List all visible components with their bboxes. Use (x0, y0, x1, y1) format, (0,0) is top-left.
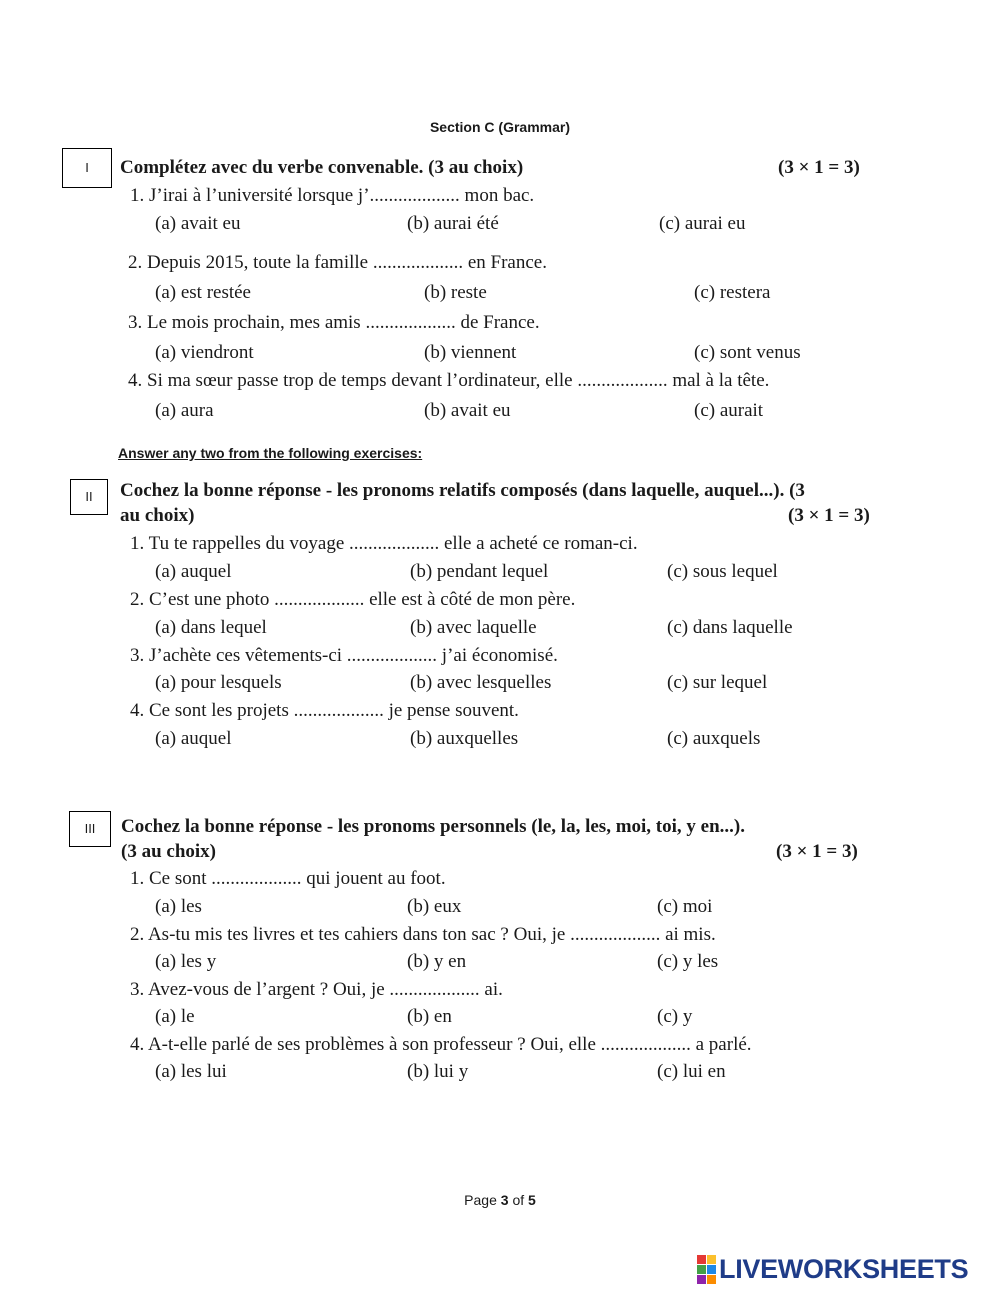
page-number (0, 1192, 1000, 1208)
exercise-3-q1-option-a[interactable]: (a) les (155, 896, 202, 917)
exercise-2-q4-option-b[interactable]: (b) auxquelles (410, 728, 519, 749)
exercise-3-q1-option-c[interactable]: (c) moi (657, 896, 713, 917)
exercise-1-question-4: 4. Si ma sœur passe trop de temps devant l’ordinateur, elle ................... mal à la tête. (128, 370, 770, 391)
logo-block (707, 1265, 716, 1274)
exercise-3-marks: (3 × 1 = 3) (776, 841, 858, 862)
exercise-3-question-2: 2. As-tu mis tes livres et tes cahiers dans ton sac ? Oui, je ................... ai mis. (130, 924, 716, 945)
exercise-3-q2-option-c[interactable]: (c) y les (657, 951, 719, 972)
exercise-3-heading-line2: (3 au choix) (121, 841, 216, 862)
exercise-2-q2-option-a[interactable]: (a) dans lequel (155, 617, 267, 638)
exercise-1-question-3: 3. Le mois prochain, mes amis ................... de France. (128, 312, 540, 333)
exercise-2-q1-option-c[interactable]: (c) sous lequel (667, 561, 778, 582)
exercise-1-q2-option-b[interactable]: (b) reste (424, 282, 487, 303)
exercise-3-q2-option-b[interactable]: (b) y en (407, 951, 467, 972)
logo-block (697, 1265, 706, 1274)
exercise-2-question-4: 4. Ce sont les projets ................... je pense souvent. (130, 700, 519, 721)
exercise-1-number: I (62, 148, 112, 188)
exercise-1-q4-option-c[interactable]: (c) aurait (694, 400, 764, 421)
exercise-2-q1-option-a[interactable]: (a) auquel (155, 561, 232, 582)
exercise-1-q2-option-a[interactable]: (a) est restée (155, 282, 251, 303)
exercise-2-q2-option-b[interactable]: (b) avec laquelle (410, 617, 537, 638)
logo-block (707, 1255, 716, 1264)
exercise-2-question-1: 1. Tu te rappelles du voyage ................... elle a acheté ce roman-ci. (130, 533, 638, 554)
page-prefix: Page (464, 1192, 501, 1208)
exercise-2-q4-option-a[interactable]: (a) auquel (155, 728, 232, 749)
section-title: Section C (Grammar) (429, 119, 571, 135)
exercise-3-q4-option-c[interactable]: (c) lui en (657, 1061, 726, 1082)
exercise-2-q4-option-c[interactable]: (c) auxquels (667, 728, 761, 749)
logo-icon (697, 1255, 716, 1284)
exercise-2-q3-option-a[interactable]: (a) pour lesquels (155, 672, 282, 693)
exercise-3-q4-option-a[interactable]: (a) les lui (155, 1061, 227, 1082)
exercise-2-q2-option-c[interactable]: (c) dans laquelle (667, 617, 793, 638)
exercise-3-number: III (69, 811, 111, 847)
exercise-3-q1-option-b[interactable]: (b) eux (407, 896, 462, 917)
exercise-1-q1-option-a[interactable]: (a) avait eu (155, 213, 241, 234)
exercise-3-q3-option-b[interactable]: (b) en (407, 1006, 452, 1027)
exercise-2-heading-line1: Cochez la bonne réponse - les pronoms relatifs composés (dans laquelle, auquel...). (3 (120, 480, 805, 501)
exercise-2-q1-option-b[interactable]: (b) pendant lequel (410, 561, 549, 582)
exercise-1-q1-option-b[interactable]: (b) aurai été (407, 213, 499, 234)
exercise-1-question-2: 2. Depuis 2015, toute la famille ................... en France. (128, 252, 547, 273)
logo-block (697, 1275, 706, 1284)
exercise-1-marks: (3 × 1 = 3) (778, 157, 860, 178)
exercise-1-question-1: 1. J’irai à l’université lorsque j’................... mon bac. (130, 185, 535, 206)
exercise-1-q4-option-b[interactable]: (b) avait eu (424, 400, 511, 421)
exercise-2-q3-option-c[interactable]: (c) sur lequel (667, 672, 768, 693)
logo-text: LIVEWORKSHEETS (719, 1253, 969, 1284)
exercise-3-question-3: 3. Avez-vous de l’argent ? Oui, je ................... ai. (130, 979, 503, 1000)
page-current: 3 (500, 1192, 509, 1208)
exercise-1-q2-option-c[interactable]: (c) restera (694, 282, 771, 303)
exercise-1-q1-option-c[interactable]: (c) aurai eu (659, 213, 746, 234)
exercise-3-question-1: 1. Ce sont ................... qui jouent au foot. (130, 868, 446, 889)
page-total: 5 (528, 1192, 536, 1208)
exercise-1-q4-option-a[interactable]: (a) aura (155, 400, 214, 421)
exercise-2-question-3: 3. J’achète ces vêtements-ci ................... j’ai économisé. (130, 645, 558, 666)
logo-block (707, 1275, 716, 1284)
exercise-3-q2-option-a[interactable]: (a) les y (155, 951, 217, 972)
exercise-2-q3-option-b[interactable]: (b) avec lesquelles (410, 672, 552, 693)
exercise-1-q3-option-b[interactable]: (b) viennent (424, 342, 517, 363)
exercise-3-q3-option-c[interactable]: (c) y (657, 1006, 693, 1027)
exercise-3-heading-line1: Cochez la bonne réponse - les pronoms personnels (le, la, les, moi, toi, y en...). (121, 816, 745, 837)
exercise-1-q3-option-c[interactable]: (c) sont venus (694, 342, 801, 363)
logo-block (697, 1255, 706, 1264)
exercise-1-q3-option-a[interactable]: (a) viendront (155, 342, 254, 363)
exercise-2-marks: (3 × 1 = 3) (788, 505, 870, 526)
exercise-1-heading: Complétez avec du verbe convenable. (3 au choix) (120, 157, 524, 178)
exercise-2-question-2: 2. C’est une photo ................... elle est à côté de mon père. (130, 589, 576, 610)
exercise-2-heading-line2: au choix) (120, 505, 195, 526)
exercise-3-q3-option-a[interactable]: (a) le (155, 1006, 195, 1027)
exercise-2-number: II (70, 479, 108, 515)
answer-any-instruction: Answer any two from the following exercises: (118, 445, 423, 461)
exercise-3-q4-option-b[interactable]: (b) lui y (407, 1061, 469, 1082)
exercise-3-question-4: 4. A-t-elle parlé de ses problèmes à son professeur ? Oui, elle ................... a parlé. (130, 1034, 752, 1055)
page-middle: of (508, 1192, 529, 1208)
liveworksheets-logo (697, 1254, 968, 1284)
